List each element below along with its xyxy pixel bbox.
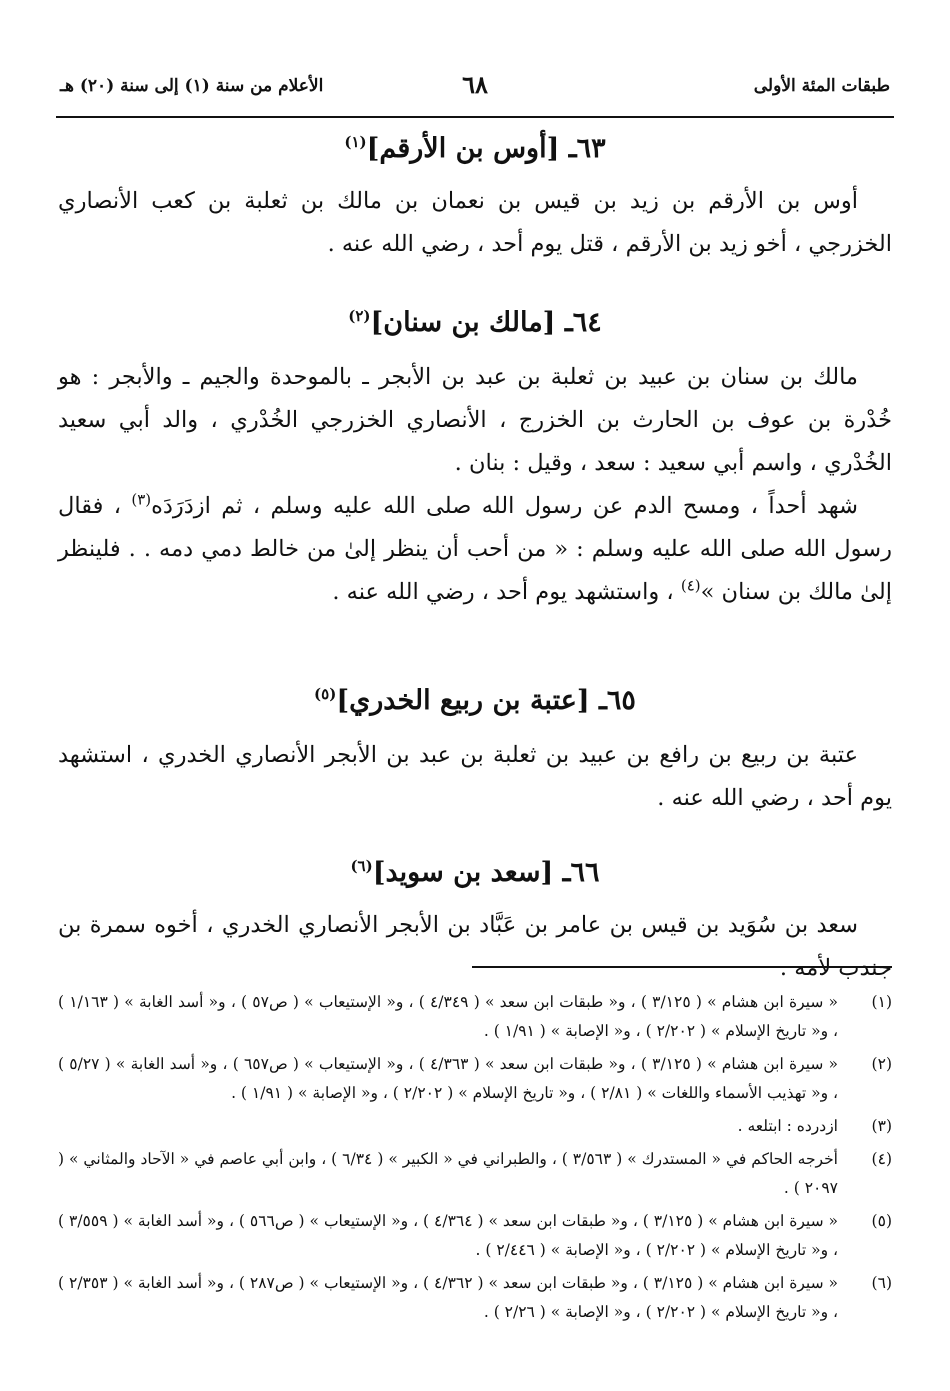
- entry-title: ٦٥ـ [عتبة بن ربيع الخدري]$^{(٥)}$: [314, 685, 636, 716]
- footnote-text: « سيرة ابن هشام » ( ٣/١٢٥ ) ، و« طبقات ابن سعد » ( ٤/٣٦٤ ) ، و« الإستيعاب » ( ص٥٦٦ ) ، و« أسد الغابة » ( ٣/٥٥٩ ) ، و« تاريخ الإسلام » ( ٢/٢٠٢ ) ، و« الإصابة » ( ٢/٤٤٦ ) .: [58, 1212, 839, 1259]
- entry-63: [58, 122, 892, 266]
- entry-paragraph: سعد بن سُوَيد بن قيس بن عامر بن عَبَّاد بن الأبجر الأنصاري الخدري ، أخوه سمرة بن جندب لأمه .: [58, 912, 892, 981]
- range-title: الأعلام من سنة (١) إلى سنة (٢٠) هـ: [60, 76, 324, 96]
- entry-65: [58, 674, 892, 820]
- entry-title: ٦٣ـ [أوس بن الأرقم]$^{(١)}$: [344, 133, 606, 164]
- footnote-rule: [472, 966, 892, 968]
- entry-title: ٦٦ـ [سعد بن سويد]$^{(٦)}$: [350, 857, 600, 888]
- entry-64: [58, 296, 892, 614]
- footnote-2: [58, 1050, 892, 1108]
- footnote-ref: (٢): [348, 307, 371, 325]
- entry-paragraph: أوس بن الأرقم بن زيد بن قيس بن نعمان بن مالك بن ثعلبة بن كعب الأنصاري الخزرجي ، أخو زيد بن الأرقم ، قتل يوم أحد ، رضي الله عنه .: [58, 188, 892, 257]
- footnote-number: (٦): [871, 1274, 892, 1292]
- footnote-6: [58, 1269, 892, 1327]
- running-header: [60, 70, 890, 110]
- footnote-text: « سيرة ابن هشام » ( ٣/١٢٥ ) ، و« طبقات ابن سعد » ( ٤/٣٦٢ ) ، و« الإستيعاب » ( ص٢٨٧ ) ، و« أسد الغابة » ( ٢/٣٥٣ ) ، و« تاريخ الإسلام » ( ٢/٢٠٢ ) ، و« الإصابة » ( ٢/٢٦ ) .: [58, 1274, 839, 1321]
- footnote-number: (٣): [871, 1117, 892, 1135]
- footnote-1: [58, 988, 892, 1046]
- header-rule: [56, 116, 894, 118]
- footnote-ref: (٦): [350, 857, 373, 875]
- footnote-ref: (٤): [680, 576, 701, 595]
- footnote-text: ازدرده : ابتلعه .: [737, 1117, 838, 1135]
- page-number: ٦٨: [462, 70, 488, 99]
- main-text: [58, 122, 892, 990]
- footnote-4: [58, 1145, 892, 1203]
- footnote-number: (٢): [871, 1055, 892, 1073]
- entry-66: [58, 846, 892, 990]
- footnote-3: [58, 1112, 892, 1141]
- entry-title: ٦٤ـ [مالك بن سنان]$^{(٢)}$: [348, 307, 602, 338]
- footnote-number: (٤): [871, 1150, 892, 1168]
- footnote-ref: (١): [344, 133, 367, 151]
- footnote-text: أخرجه الحاكم في « المستدرك » ( ٣/٥٦٣ ) ، والطبراني في « الكبير » ( ٦/٣٤ ) ، وابن أبي عاصم في « الآحاد والمثاني » ( ٢٠٩٧ ) .: [58, 1150, 838, 1197]
- entry-paragraph: مالك بن سنان بن عبيد بن ثعلبة بن عبد بن الأبجر ـ بالموحدة والجيم ـ والأبجر : هو خُدْرة بن عوف بن الحارث بن الخزرج ، الأنصاري الخزرجي الخُدْري ، والد أبي سعيد الخُدْري ، واسم أبي سعيد : سعد ، وقيل : بنان .: [58, 364, 892, 476]
- footnote-ref: (٥): [314, 685, 337, 703]
- footnote-5: [58, 1207, 892, 1265]
- footnote-text: « سيرة ابن هشام » ( ٣/١٢٥ ) ، و« طبقات ابن سعد » ( ٤/٣٦٣ ) ، و« الإستيعاب » ( ص٦٥٧ ) ، و« أسد الغابة » ( ٥/٢٧ ) ، و« تهذيب الأسماء واللغات » ( ٢/٨١ ) ، و« تاريخ الإسلام » ( ٢/٢٠٢ ) ، و« الإصابة » ( ١/٩١ ) .: [58, 1055, 838, 1102]
- footnote-number: (١): [871, 993, 892, 1011]
- footnote-number: (٥): [871, 1212, 892, 1230]
- book-title: طبقات المئة الأولى: [753, 76, 890, 96]
- entry-paragraph: شهد أحداً ، ومسح الدم عن رسول الله صلى الله عليه وسلم ، ثم ازدَرَدَه$^{(٣)}$ ، فقال رسول الله صلى الله عليه وسلم : « من أحب أن ينظر إلىٰ من خالط دمي دمه . . فلينظر إلىٰ مالك بن سنان »$^{(٤)}$ ، واستشهد يوم أحد ، رضي الله عنه .: [58, 490, 892, 605]
- footnotes: [58, 988, 892, 1331]
- footnote-ref: (٣): [131, 490, 152, 509]
- entry-paragraph: عتبة بن ربيع بن رافع بن عبيد بن ثعلبة بن عبد بن الأبجر الأنصاري الخدري ، استشهد يوم أحد ، رضي الله عنه .: [58, 742, 892, 811]
- footnote-text: « سيرة ابن هشام » ( ٣/١٢٥ ) ، و« طبقات ابن سعد » ( ٤/٣٤٩ ) ، و« الإستيعاب » ( ص٥٧ ) ، و« أسد الغابة » ( ١/١٦٣ ) ، و« تاريخ الإسلام » ( ٢/٢٠٢ ) ، و« الإصابة » ( ١/٩١ ) .: [58, 993, 838, 1040]
